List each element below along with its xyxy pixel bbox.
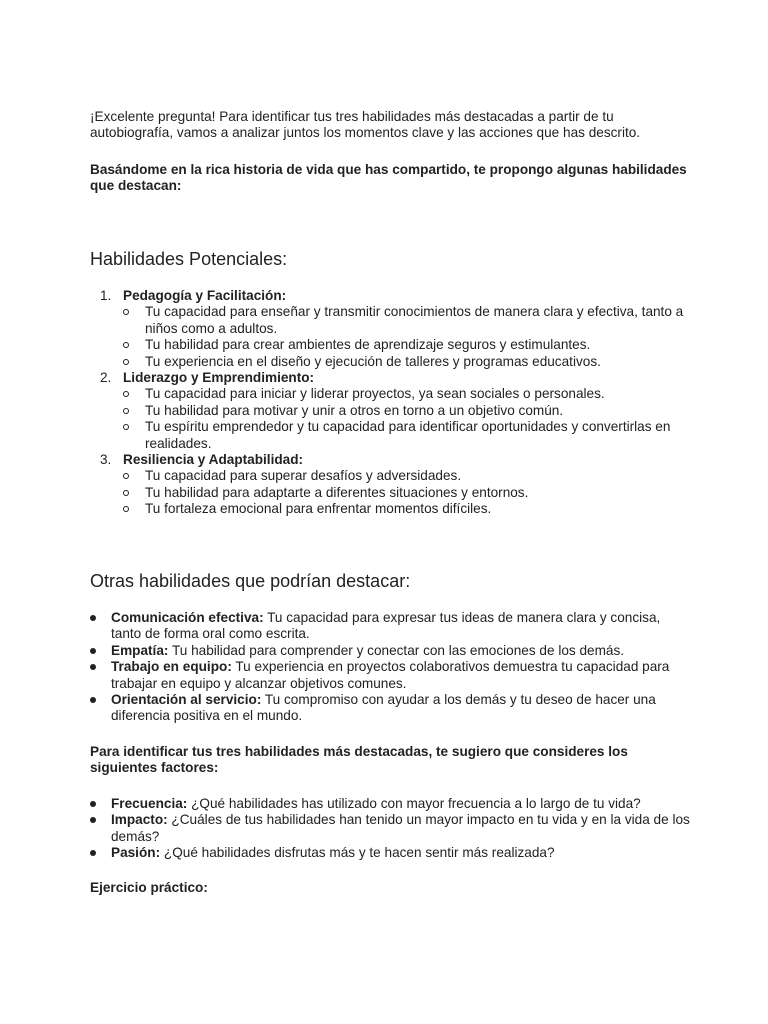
circle-bullet-icon xyxy=(123,490,129,496)
circle-bullet-icon xyxy=(123,309,129,315)
skill-point-text: Tu capacidad para iniciar y liderar proyectos, ya sean sociales o personales. xyxy=(145,386,605,402)
skill-title: Pedagogía y Facilitación: xyxy=(123,288,287,303)
skill-description: Tu capacidad para expresar tus ideas de manera clara y concisa, tanto de forma oral como escrita. xyxy=(111,610,661,642)
skill-points xyxy=(123,386,690,452)
skill-point-text: Tu habilidad para adaptarte a diferentes situaciones y entornos. xyxy=(145,484,529,500)
skill-point-text: Tu experiencia en el diseño y ejecución de talleres y programas educativos. xyxy=(145,353,601,369)
factor-question: ¿Qué habilidades disfrutas más y te hacen sentir más realizada? xyxy=(160,845,555,861)
factor-term: Frecuencia: xyxy=(111,796,188,811)
factor-question: ¿Qué habilidades has utilizado con mayor frecuencia a lo largo de tu vida? xyxy=(187,796,641,811)
intro-paragraph: ¡Excelente pregunta! Para identificar tus tres habilidades más destacadas a partir de tu autobiografía, vamos a analizar juntos los momentos clave y las acciones que has descrito. xyxy=(90,109,641,141)
skill-item xyxy=(90,452,690,518)
other-skills-list xyxy=(90,610,690,725)
list-item xyxy=(123,403,690,419)
factor-term: Pasión: xyxy=(111,845,161,861)
bullet-icon xyxy=(90,697,96,703)
list-number: 3. xyxy=(100,452,112,468)
factors-lead-paragraph: Para identificar tus tres habilidades más destacadas, te sugiero que consideres los siguientes factores: xyxy=(90,744,628,776)
list-item xyxy=(123,386,690,402)
skill-point-text: Tu capacidad para enseñar y transmitir conocimientos de manera clara y efectiva, tanto a niños como a adultos. xyxy=(145,304,684,336)
circle-bullet-icon xyxy=(123,506,129,512)
circle-bullet-icon xyxy=(123,408,129,414)
list-item xyxy=(123,468,690,484)
list-item xyxy=(123,485,690,501)
skill-point-text: Tu habilidad para motivar y unir a otros en torno a un objetivo común. xyxy=(145,402,564,418)
circle-bullet-icon xyxy=(123,391,129,397)
skill-points xyxy=(123,304,690,370)
skill-term: Trabajo en equipo: xyxy=(111,659,232,675)
factors-list xyxy=(90,796,690,862)
skill-point-text: Tu fortaleza emocional para enfrentar momentos difíciles. xyxy=(145,501,492,517)
skill-term: Comunicación efectiva: xyxy=(111,610,264,625)
section-heading-potential-skills: Habilidades Potenciales: xyxy=(90,249,288,269)
list-item xyxy=(123,501,690,517)
list-item xyxy=(90,659,690,692)
list-item xyxy=(123,337,690,353)
list-item xyxy=(90,643,690,659)
circle-bullet-icon xyxy=(123,473,129,479)
bullet-icon xyxy=(90,664,96,670)
lead-paragraph: Basándome en la rica historia de vida que has compartido, te propongo algunas habilidades que destacan: xyxy=(90,162,687,194)
section-heading-other-skills: Otras habilidades que podrían destacar: xyxy=(90,571,411,591)
list-item xyxy=(90,796,690,812)
bullet-icon xyxy=(90,615,96,621)
skill-point-text: Tu habilidad para crear ambientes de aprendizaje seguros y estimulantes. xyxy=(145,337,591,353)
skill-description: Tu habilidad para comprender y conectar con las emociones de los demás. xyxy=(168,642,625,658)
circle-bullet-icon xyxy=(123,359,129,365)
skill-point-text: Tu espíritu emprendedor y tu capacidad para identificar oportunidades y convertirlas en realidades. xyxy=(145,419,671,451)
skill-item xyxy=(90,288,690,370)
list-item xyxy=(123,354,690,370)
skill-point-text: Tu capacidad para superar desafíos y adversidades. xyxy=(145,468,462,484)
potential-skills-list xyxy=(90,288,690,518)
skill-item xyxy=(90,370,690,452)
list-number: 2. xyxy=(100,370,112,386)
skill-description: Tu experiencia en proyectos colaborativos demuestra tu capacidad para trabajar en equipo y alcanzar objetivos comunes. xyxy=(111,659,670,691)
exercise-heading: Ejercicio práctico: xyxy=(90,880,208,895)
list-item xyxy=(90,845,690,861)
factor-question: ¿Cuáles de tus habilidades han tenido un mayor impacto en tu vida y en la vida de los demás? xyxy=(111,812,690,844)
bullet-icon xyxy=(90,850,96,856)
skill-term: Orientación al servicio: xyxy=(111,692,262,708)
skill-title: Liderazgo y Emprendimiento: xyxy=(123,370,315,386)
skill-points xyxy=(123,468,690,517)
list-item xyxy=(123,304,690,337)
skill-title: Resiliencia y Adaptabilidad: xyxy=(123,452,304,468)
bullet-icon xyxy=(90,817,96,823)
factor-term: Impacto: xyxy=(111,812,168,828)
circle-bullet-icon xyxy=(123,342,129,348)
circle-bullet-icon xyxy=(123,424,129,430)
skill-description: Tu compromiso con ayudar a los demás y tu deseo de hacer una diferencia positiva en el mundo. xyxy=(111,692,656,724)
list-item xyxy=(90,610,690,643)
skill-term: Empatía: xyxy=(111,642,169,658)
list-item xyxy=(90,812,690,845)
bullet-icon xyxy=(90,801,96,807)
bullet-icon xyxy=(90,648,96,654)
list-number: 1. xyxy=(100,288,112,303)
list-item xyxy=(123,419,690,452)
list-item xyxy=(90,692,690,725)
